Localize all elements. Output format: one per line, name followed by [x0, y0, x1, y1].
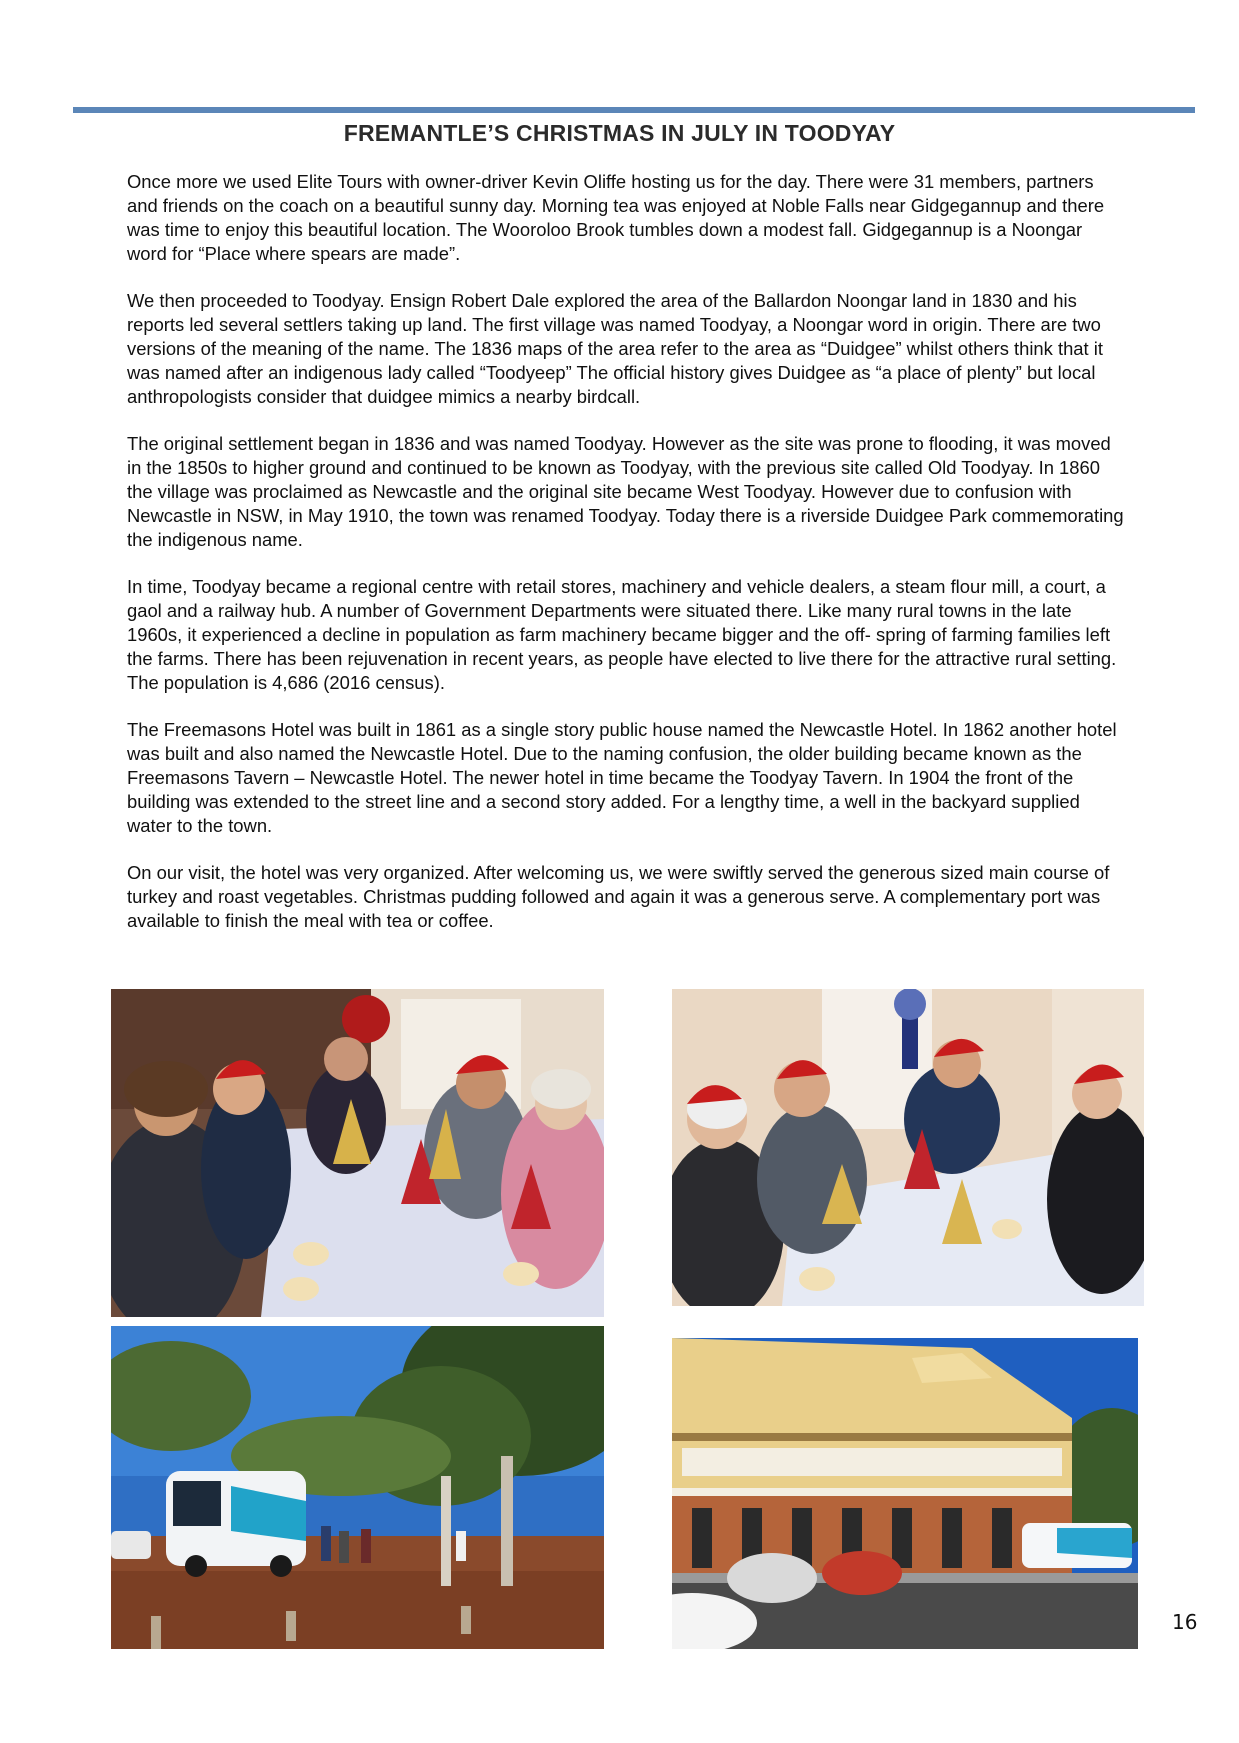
- photo-dining-group-left: [111, 989, 604, 1317]
- article-title: FREMANTLE’S CHRISTMAS IN JULY IN TOODYAY: [343, 120, 896, 146]
- page-number: 16: [1172, 1610, 1198, 1634]
- photo-dining-group-right: [672, 989, 1144, 1306]
- photo-freemasons-hotel: [672, 1338, 1138, 1649]
- paragraph-3: The original settlement began in 1836 and was named Toodyay. However as the site was prone to flooding, it was moved in the 1850s to higher ground and continued to be known as Toodyay, with the previous site called Old Toodyay. In 1860 the village was proclaimed as Newcastle and the original site became West Toodyay. However due to confusion with Newcastle in NSW, in May 1910, the town was renamed Toodyay. Today there is a riverside Duidgee Park commemorating the indigenous name.: [127, 433, 1124, 550]
- paragraph-4: In time, Toodyay became a regional centre with retail stores, machinery and vehicle dealers, a steam flour mill, a court, a gaol and a railway hub. A number of Government Departments were situated there. Like many rural towns in the late 1960s, it experienced a decline in population as farm machinery became bigger and the off- spring of farming families left the farms. There has been rejuvenation in recent years, as people have elected to live there for the attractive rural setting. The population is 4,686 (2016 census).: [127, 576, 1117, 693]
- photo-coach-bushland: [111, 1326, 604, 1649]
- article-body: [127, 170, 1127, 956]
- paragraph-6: On our visit, the hotel was very organized. After welcoming us, we were swiftly served the generous sized main course of turkey and roast vegetables. Christmas pudding followed and again it was a generous serve. A complementary port was available to finish the meal with tea or coffee.: [127, 862, 1110, 931]
- paragraph-1: Once more we used Elite Tours with owner-driver Kevin Oliffe hosting us for the day. There were 31 members, partners and friends on the coach on a beautiful sunny day. Morning tea was enjoyed at Noble Falls near Gidgegannup and there was time to enjoy this beautiful location. The Wooroloo Brook tumbles down a modest fall. Gidgegannup is a Noongar word for “Place where spears are made”.: [127, 171, 1105, 264]
- header-rule: [73, 107, 1195, 113]
- paragraph-5: The Freemasons Hotel was built in 1861 as a single story public house named the Newcastle Hotel. In 1862 another hotel was built and also named the Newcastle Hotel. Due to the naming confusion, the older building became known as the Freemasons Tavern – Newcastle Hotel. The newer hotel in time became the Toodyay Tavern. In 1904 the front of the building was extended to the street line and a second story added. For a lengthy time, a well in the backyard supplied water to the town.: [127, 719, 1117, 836]
- paragraph-2: We then proceeded to Toodyay. Ensign Robert Dale explored the area of the Ballardon Noongar land in 1830 and his reports led several settlers taking up land. The first village was named Toodyay, a Noongar word in origin. There are two versions of the meaning of the name. The 1836 maps of the area refer to the area as “Duidgee” whilst others think that it was named after an indigenous lady called “Toodyeep” The official history gives Duidgee as “a place of plenty” but local anthropologists consider that duidgee mimics a nearby birdcall.: [127, 290, 1103, 407]
